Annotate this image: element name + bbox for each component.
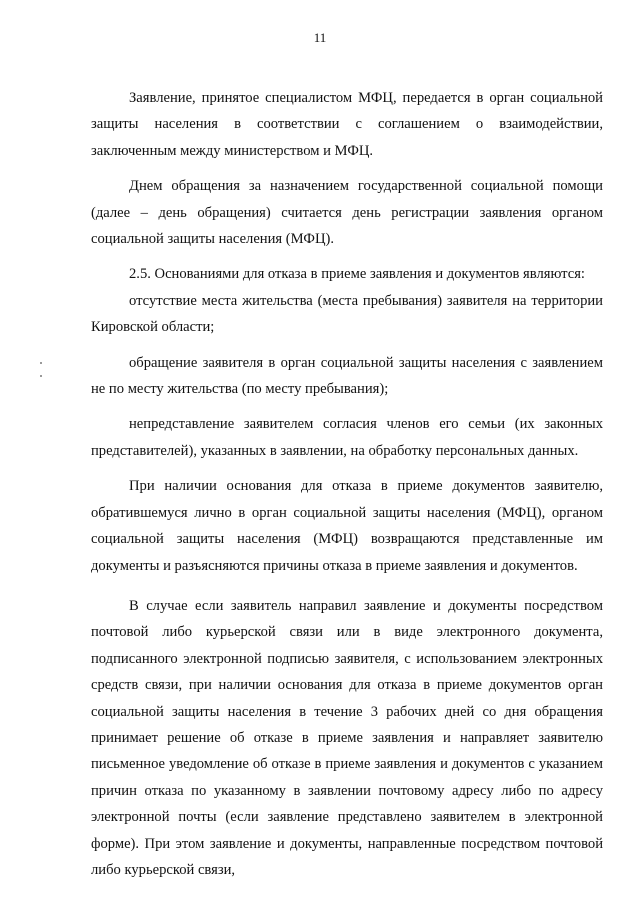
list-item: отсутствие места жительства (места пребывания) заявителя на территории Кировской области;: [91, 292, 603, 336]
paragraph: Днем обращения за назначением государственной социальной помощи (далее – день обращения) считается день регистрации заявления органом социальной защиты населения (МФЦ).: [91, 178, 603, 248]
scan-speck: [40, 375, 42, 377]
paragraph: Заявление, принятое специалистом МФЦ, передается в орган социальной защиты населения в соответствии с соглашением о взаимодействии, заключенным между министерством и МФЦ.: [91, 90, 603, 159]
page-number: 11: [313, 30, 327, 45]
section-heading: 2.5. Основаниями для отказа в приеме заявления и документов являются:: [129, 266, 585, 283]
paragraph: При наличии основания для отказа в приеме документов заявителю, обратившемуся лично в орган социальной защиты населения (МФЦ), органом социальной защиты населения (МФЦ) возвращаются представленные им документы и разъясняются причины отказа в приеме заявления и документов.: [91, 478, 603, 574]
list-item: обращение заявителя в орган социальной защиты населения с заявлением не по месту жительства (по месту пребывания);: [91, 354, 603, 398]
paragraph: В случае если заявитель направил заявление и документы посредством почтовой либо курьерской связи или в виде электронного документа, подписанного электронной подписью заявителя, с использованием электронных средств связи, при наличии основания для отказа в приеме документов орган социальной защиты населения в течение 3 рабочих дней со дня обращения принимает решение об отказе в приеме заявления и направляет заявителю письменное уведомление об отказе в приеме заявления и документов с указанием причин отказа по указанному в заявлении почтовому адресу либо по адресу электронной почты (если заявление представлено заявителем в электронной форме). При этом заявление и документы, направленные посредством почтовой либо курьерской связи,: [91, 597, 603, 878]
document-body: [91, 85, 603, 883]
list-item: непредставление заявителем согласия членов его семьи (их законных представителей), указанных в заявлении, на обработку персональных данных.: [91, 416, 603, 459]
scan-speck: [40, 362, 42, 364]
